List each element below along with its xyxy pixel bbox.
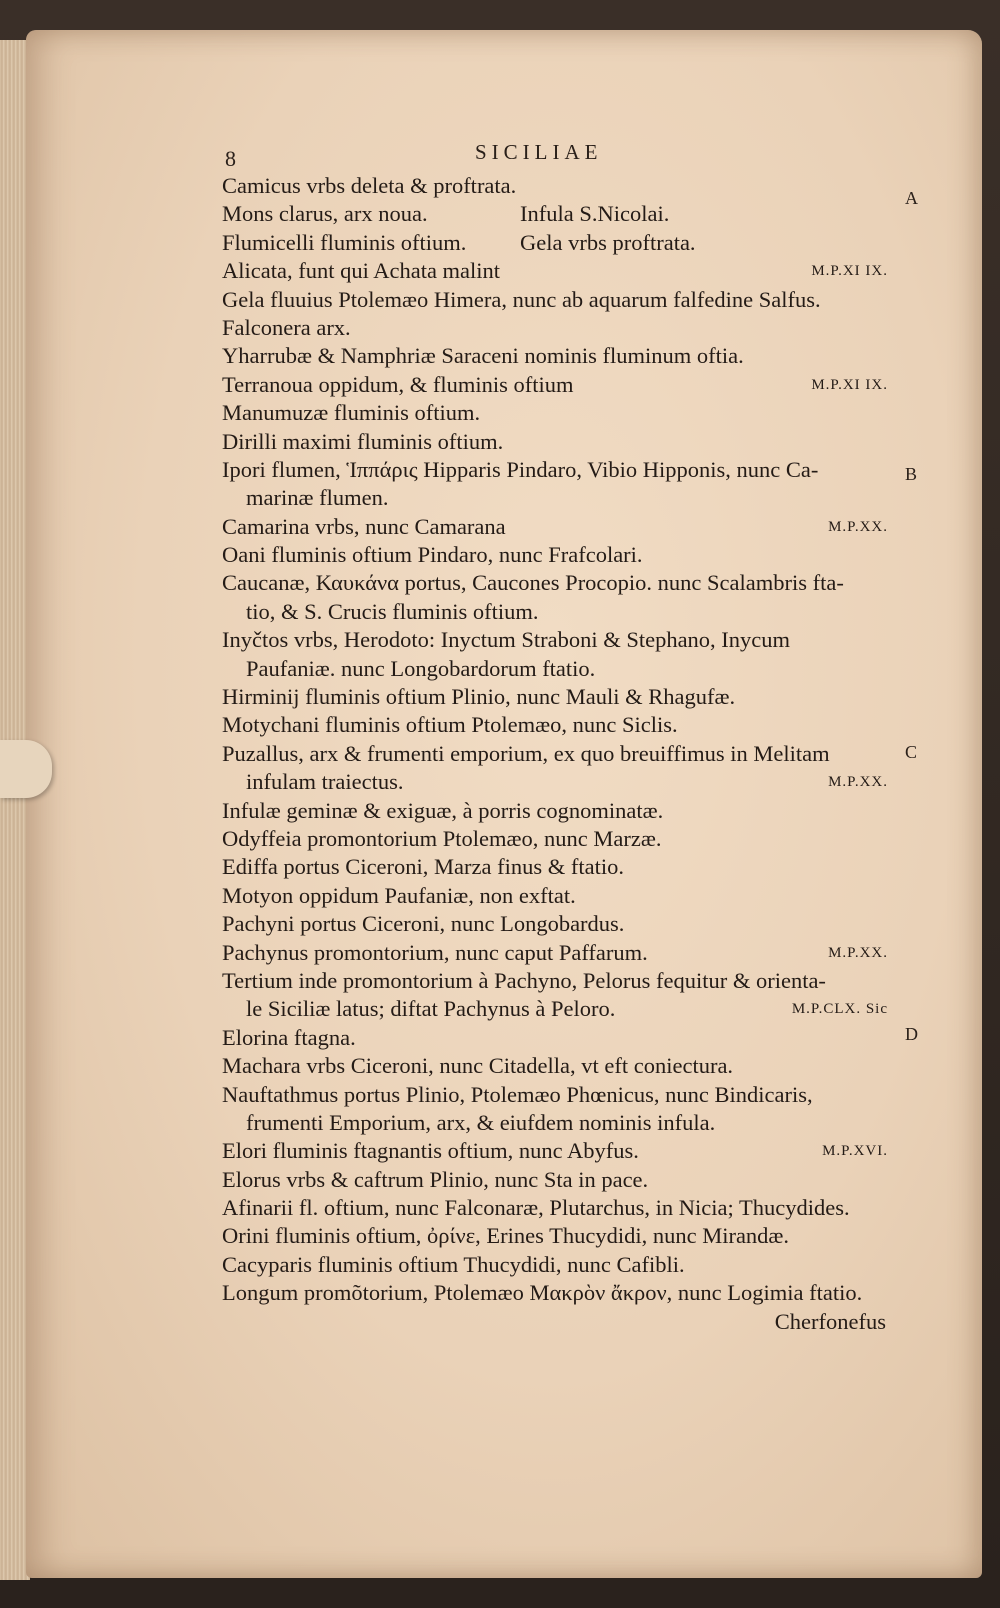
distance-note: M.P.XX. — [828, 944, 888, 961]
text-line — [222, 655, 892, 683]
text-line — [222, 342, 892, 370]
line-text: le Siciliæ latus; diftat Pachynus à Peloro. — [246, 996, 616, 1022]
line-text: Afinarii fl. oftium, nunc Falconaræ, Plutarchus, in Nicia; Thucydides. — [222, 1195, 850, 1221]
margin-letter-b: B — [905, 464, 918, 484]
line-text: Manumuzæ fluminis oftium. — [222, 400, 481, 426]
line-text: Pachynus promontorium, nunc caput Paffarum. — [222, 939, 648, 965]
running-head — [225, 140, 885, 170]
text-line — [222, 626, 892, 654]
line-second-column: Infula S.Nicolai. — [520, 201, 670, 227]
text-line — [222, 257, 892, 285]
distance-note: M.P.XI IX. — [811, 376, 888, 393]
page-number: 8 — [225, 146, 236, 171]
line-text: Camarina vrbs, nunc Camarana — [222, 513, 506, 539]
line-text: Elorus vrbs & caftrum Plinio, nunc Sta in pace. — [222, 1166, 649, 1192]
margin-letter-a: A — [905, 188, 918, 208]
line-text: infulam traiectus. — [246, 769, 404, 795]
text-line — [222, 314, 892, 342]
text-line — [222, 797, 892, 825]
distance-note: M.P.XI IX. — [811, 263, 888, 280]
line-text: Ediffa portus Ciceroni, Marza finus & ftatio. — [222, 854, 624, 880]
text-line — [222, 513, 892, 541]
line-text: Elori fluminis ftagnantis oftium, nunc Abyfus. — [222, 1138, 639, 1164]
text-line — [222, 1194, 892, 1222]
text-line — [222, 910, 892, 938]
line-text: Ipori flumen, Ἱππάρις Hipparis Pindaro, Vibio Hipponis, nunc Ca- — [222, 456, 819, 482]
line-second-column: Gela vrbs proftrata. — [520, 229, 696, 255]
text-line — [222, 967, 892, 995]
line-text: Yharrubæ & Namphriæ Saraceni nominis fluminum oftia. — [222, 343, 744, 369]
line-text: Motychani fluminis oftium Ptolemæo, nunc Siclis. — [222, 712, 678, 738]
line-text: Cacyparis fluminis oftium Thucydidi, nunc Cafibli. — [222, 1251, 685, 1277]
text-line — [222, 1024, 892, 1052]
line-text: Longum promõtorium, Ptolemæo Μακρὸν ἄκρον, nunc Logimia ftatio. — [222, 1280, 863, 1306]
line-text: marinæ flumen. — [246, 485, 389, 511]
line-text: Mons clarus, arx noua. — [222, 201, 428, 227]
line-text: Infulæ geminæ & exiguæ, à porris cognominatæ. — [222, 797, 664, 823]
text-line — [222, 1222, 892, 1250]
line-text: Inyčtos vrbs, Herodoto: Inyctum Straboni & Stephano, Inycum — [222, 627, 791, 653]
line-text: tio, & S. Crucis fluminis oftium. — [246, 598, 539, 624]
line-text: Camicus vrbs deleta & proftrata. — [222, 173, 517, 198]
text-line — [222, 484, 892, 512]
main-text — [222, 172, 892, 1336]
text-line — [222, 456, 892, 484]
line-text: Dirilli maximi fluminis oftium. — [222, 428, 504, 454]
text-line — [222, 1279, 892, 1307]
distance-note: M.P.CLX. Sic — [791, 1001, 888, 1018]
text-line — [222, 1251, 892, 1279]
line-text: Odyffeia promontorium Ptolemæo, nunc Marzæ. — [222, 825, 662, 851]
text-line — [222, 1109, 892, 1137]
text-line — [222, 569, 892, 597]
catchword: Cherfonefus — [774, 1308, 886, 1334]
line-text: Falconera arx. — [222, 314, 351, 340]
text-line — [222, 1166, 892, 1194]
text-line — [222, 711, 892, 739]
line-text: Gela fluuius Ptolemæo Himera, nunc ab aquarum falfedine Salfus. — [222, 286, 821, 312]
line-text: Paufaniæ. nunc Longobardorum ftatio. — [246, 655, 596, 681]
distance-note: M.P.XVI. — [822, 1143, 888, 1160]
line-text: Machara vrbs Ciceroni, nunc Citadella, vt eft coniectura. — [222, 1053, 734, 1079]
text-line — [222, 825, 892, 853]
text-line — [222, 172, 892, 200]
line-text: Flumicelli fluminis oftium. — [222, 229, 467, 255]
text-line — [222, 598, 892, 626]
text-line — [222, 399, 892, 427]
text-line — [222, 229, 892, 257]
line-text: Oani fluminis oftium Pindaro, nunc Frafcolari. — [222, 542, 643, 568]
line-text: Hirminij fluminis oftium Plinio, nunc Mauli & Rhagufæ. — [222, 684, 736, 710]
text-line — [222, 740, 892, 768]
line-text: Pachyni portus Ciceroni, nunc Longobardus. — [222, 911, 625, 937]
text-line — [222, 683, 892, 711]
text-line — [222, 1052, 892, 1080]
text-line — [222, 882, 892, 910]
line-text: Puzallus, arx & frumenti emporium, ex quo breuiffimus in Melitam — [222, 740, 830, 766]
line-text: Terranoua oppidum, & fluminis oftium — [222, 371, 574, 397]
text-line — [222, 768, 892, 796]
line-text: Nauftathmus portus Plinio, Ptolemæo Phœnicus, nunc Bindicaris, — [222, 1081, 813, 1107]
text-line — [222, 371, 892, 399]
margin-letter-c: C — [905, 742, 918, 762]
text-line — [222, 995, 892, 1023]
line-text: frumenti Emporium, arx, & eiufdem nominis infula. — [246, 1109, 716, 1135]
line-text: Tertium inde promontorium à Pachyno, Pelorus fequitur & orienta- — [222, 967, 826, 993]
text-line — [222, 853, 892, 881]
text-line — [222, 286, 892, 314]
line-text: Motyon oppidum Paufaniæ, non exftat. — [222, 882, 576, 908]
line-text: Orini fluminis oftium, ὀρίνε, Erines Thucydidi, nunc Mirandæ. — [222, 1223, 790, 1249]
text-line — [222, 428, 892, 456]
text-line — [222, 1081, 892, 1109]
distance-note: M.P.XX. — [828, 774, 888, 791]
distance-note: M.P.XX. — [828, 518, 888, 535]
text-line — [222, 200, 892, 228]
text-line — [222, 939, 892, 967]
line-text: Alicata, funt qui Achata malint — [222, 258, 501, 284]
line-text: Caucanæ, Καυκάνα portus, Caucones Procopio. nunc Scalambris fta- — [222, 570, 844, 596]
text-line — [222, 1137, 892, 1165]
text-line — [222, 541, 892, 569]
bookmark-tab — [0, 740, 52, 798]
running-title: SICILIAE — [475, 140, 603, 164]
line-text: Elorina ftagna. — [222, 1024, 356, 1050]
margin-letter-d: D — [905, 1024, 918, 1044]
